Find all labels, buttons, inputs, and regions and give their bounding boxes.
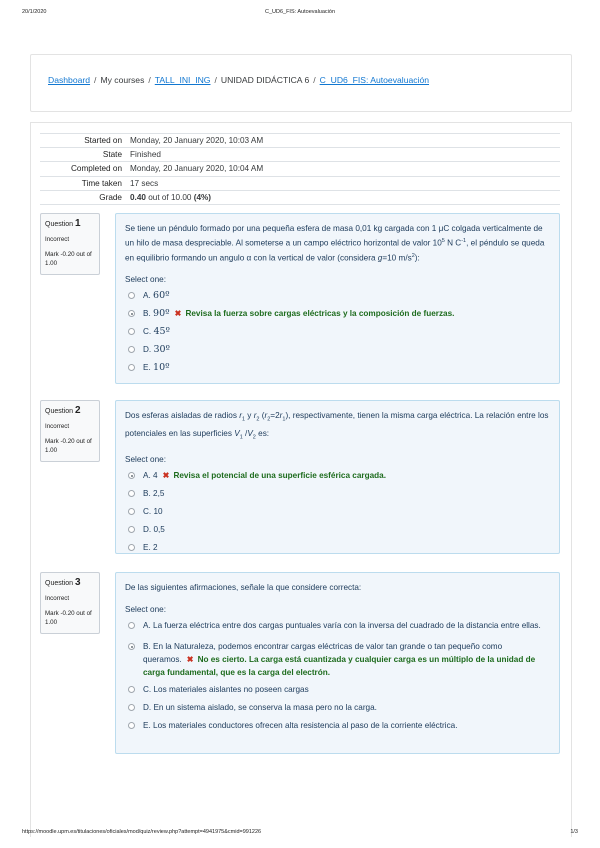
breadcrumb-card — [30, 54, 572, 112]
q1-text-part: , el péndulo se queda en equilibrio formando un angulo α con la vertical de valor (considera — [125, 238, 545, 263]
option-value: 0,5 — [153, 525, 165, 535]
q2-sub: 2 — [252, 434, 256, 441]
question-mark: Mark -0.20 out of 1.00 — [45, 438, 92, 454]
summary-row-grade — [40, 191, 560, 205]
breadcrumb-dashboard-link[interactable]: Dashboard — [48, 75, 91, 85]
attempt-summary-table — [40, 133, 560, 205]
option-letter: B. — [143, 489, 151, 499]
q1-sup: 5 — [441, 238, 445, 244]
option-letter: D. — [143, 703, 152, 712]
radio-button[interactable] — [128, 704, 135, 711]
option-letter: D. — [143, 525, 152, 535]
radio-button[interactable] — [128, 508, 135, 515]
question-number-value: 2 — [74, 405, 81, 416]
answer-option[interactable] — [125, 683, 550, 698]
option-letter: E. — [143, 363, 151, 373]
option-value: 10 — [153, 507, 163, 517]
answer-option-selected[interactable] — [125, 469, 550, 484]
question-text — [125, 409, 550, 444]
option-letter: C. — [143, 507, 152, 517]
select-one-label: Select one: — [125, 455, 166, 465]
option-feedback: Revisa la fuerza sobre cargas eléctricas y la composición de fuerzas. — [185, 309, 455, 319]
option-value: En un sistema aislado, se conserva la masa pero no la carga. — [153, 703, 377, 712]
print-title: C_UD6_FIS: Autoevaluación — [264, 9, 335, 15]
time-value: 17 secs — [130, 178, 159, 188]
question-box-2 — [115, 400, 560, 554]
answer-option-selected[interactable] — [125, 307, 550, 322]
q2-symbol: V — [234, 428, 240, 438]
option-letter: A. — [143, 621, 151, 630]
question-number — [45, 577, 95, 588]
breadcrumb-separator: / — [214, 75, 217, 85]
q2-sub: 1 — [282, 416, 286, 423]
q2-text-part: ( — [259, 411, 265, 420]
radio-button[interactable] — [128, 364, 135, 371]
question-mark: Mark -0.20 out of 1.00 — [45, 251, 92, 267]
answer-option[interactable] — [125, 505, 550, 520]
radio-button[interactable] — [128, 526, 135, 533]
radio-button-checked[interactable] — [128, 643, 135, 650]
q2-symbol: V — [247, 428, 253, 438]
answer-option[interactable] — [125, 719, 550, 734]
q2-symbol: r — [239, 411, 242, 420]
option-value: 2,5 — [153, 489, 165, 499]
state-label: State — [102, 150, 122, 160]
summary-row-completed — [40, 162, 560, 176]
option-value: Los materiales aislantes no poseen cargas — [153, 685, 309, 694]
incorrect-icon: ✖ — [162, 471, 170, 481]
q2-text-part: Dos esferas aisladas de radios — [125, 411, 240, 420]
answer-option[interactable] — [125, 541, 550, 556]
option-value: La fuerza eléctrica entre dos cargas puntuales varía con la inversa del cuadrado de la distancia entre ellas. — [153, 621, 541, 630]
q1-text-part: =10 m/s — [382, 253, 412, 263]
question-label: Question — [45, 221, 74, 228]
radio-button[interactable] — [128, 346, 135, 353]
option-value: 60º — [153, 290, 170, 302]
q1-text-part: N C — [444, 238, 462, 248]
select-one-label: Select one: — [125, 605, 166, 614]
summary-row-started — [40, 134, 560, 148]
question-state: Incorrect — [45, 423, 70, 430]
question-info-1 — [40, 213, 100, 275]
question-state: Incorrect — [45, 595, 70, 602]
q2-sub: 2 — [267, 416, 271, 423]
question-text — [125, 222, 550, 264]
option-value: 4 — [153, 471, 158, 481]
time-label: Time taken — [81, 178, 122, 188]
option-letter: D. — [143, 345, 152, 355]
radio-button[interactable] — [128, 722, 135, 729]
incorrect-icon: ✖ — [174, 309, 182, 319]
option-value: En la Naturaleza, podemos encontrar cargas eléctricas de valor tan grande o tan pequeño como queramos. — [143, 642, 503, 664]
summary-row-time — [40, 177, 560, 191]
grade-percent: (4%) — [193, 192, 212, 202]
question-label: Question — [45, 408, 74, 415]
q1-sup: -1 — [461, 238, 467, 244]
question-box-1 — [115, 213, 560, 384]
option-letter: C. — [143, 685, 152, 694]
answer-option[interactable] — [125, 343, 550, 358]
grade-out-of: out of 10.00 — [145, 192, 194, 202]
question-state: Incorrect — [45, 236, 70, 243]
q2-text-part: es: — [255, 428, 270, 438]
question-number-value: 1 — [74, 218, 81, 229]
question-number — [45, 405, 95, 416]
question-info-2 — [40, 400, 100, 462]
q2-sub: 2 — [256, 416, 260, 423]
q2-sub: 1 — [241, 416, 246, 423]
breadcrumb-my-courses[interactable]: My courses — [100, 75, 145, 85]
grade-score: 0.40 — [130, 192, 146, 202]
print-url: https://moodle.upm.es/titulaciones/oficiales/mod/quiz/review.php?attempt=4941975&cmid=991226 — [22, 829, 262, 835]
q2-symbol: r — [253, 411, 257, 420]
completed-value: Monday, 20 January 2020, 10:04 AM — [130, 164, 264, 174]
answer-option[interactable] — [125, 325, 550, 340]
option-value: 2 — [153, 543, 158, 553]
breadcrumb — [48, 75, 429, 85]
question-label: Question — [45, 580, 74, 587]
option-letter: A. — [143, 471, 151, 481]
question-text: De las siguientes afirmaciones, señale la que considere correcta: — [125, 583, 362, 592]
breadcrumb-separator: / — [148, 75, 151, 85]
print-date: 20/1/2020 — [22, 9, 47, 15]
summary-row-state — [40, 148, 560, 162]
completed-label: Completed on — [71, 164, 122, 174]
q1-sup: 2 — [411, 252, 415, 259]
option-letter: E. — [143, 543, 151, 553]
radio-button[interactable] — [128, 686, 135, 693]
option-letter: C. — [143, 327, 152, 337]
option-letter: B. — [143, 642, 151, 651]
breadcrumb-course-link[interactable]: TALL_INI_ING — [154, 75, 211, 85]
q1-text-part: ): — [414, 253, 420, 263]
q1-text-part: Se tiene un péndulo formado por una pequeña esfera de masa 0,01 kg cargada con 1 μC colgada verticalmente de un hilo de masa despreciable. Al someterse a un campo eléctrico horizontal de valor 10 — [125, 224, 543, 248]
radio-button-checked[interactable] — [128, 310, 135, 317]
breadcrumb-quiz-link[interactable]: C_UD6_FIS: Autoevaluación — [319, 75, 430, 85]
q1-g-symbol: g — [377, 253, 383, 263]
q2-text-part: / — [242, 428, 248, 438]
question-info-3 — [40, 572, 100, 634]
incorrect-icon: ✖ — [186, 655, 194, 664]
question-mark: Mark -0.20 out of 1.00 — [45, 610, 92, 626]
started-value: Monday, 20 January 2020, 10:03 AM — [130, 136, 264, 146]
radio-button[interactable] — [128, 544, 135, 551]
question-box-3 — [115, 572, 560, 754]
option-letter: E. — [143, 721, 151, 730]
answer-option[interactable] — [125, 523, 550, 538]
answer-option[interactable] — [125, 289, 550, 304]
option-value: Los materiales conductores ofrecen alta resistencia al paso de la corriente eléctrica. — [153, 721, 458, 730]
started-label: Started on — [84, 136, 122, 146]
breadcrumb-separator: / — [313, 75, 316, 85]
q2-text-part: =2 — [270, 411, 280, 420]
radio-button-checked[interactable] — [128, 472, 135, 479]
question-number-value: 3 — [74, 577, 81, 588]
option-feedback: No es cierto. La carga está cuantizada y cualquier carga es un múltiplo de la unidad de carga fundamental, que es la carga del electrón. — [143, 655, 536, 677]
state-value: Finished — [130, 150, 161, 160]
breadcrumb-unit[interactable]: UNIDAD DIDÁCTICA 6 — [220, 75, 310, 85]
radio-button[interactable] — [128, 328, 135, 335]
option-value: 45º — [153, 326, 171, 338]
option-letter: A. — [143, 291, 151, 301]
answer-option[interactable] — [125, 361, 550, 376]
q2-text-part: ), respectivamente, tienen la misma carga eléctrica. La relación entre los potenciales en las superficies — [125, 411, 549, 438]
option-feedback: Revisa el potencial de una superficie esférica cargada. — [173, 471, 386, 481]
select-one-label: Select one: — [125, 275, 166, 285]
radio-button[interactable] — [128, 490, 135, 497]
grade-label: Grade — [99, 192, 122, 202]
question-number — [45, 218, 95, 229]
q2-sub: 1 — [239, 434, 243, 441]
option-letter: B. — [143, 309, 151, 319]
grade-value — [122, 193, 211, 202]
option-value: 90º — [153, 308, 170, 320]
q2-symbol: r — [279, 411, 283, 420]
option-value: 30º — [153, 344, 171, 356]
answer-option-selected[interactable] — [125, 640, 550, 679]
breadcrumb-separator: / — [94, 75, 97, 85]
q2-symbol: r — [264, 411, 268, 420]
answer-option[interactable] — [125, 487, 550, 502]
option-value: 10º — [153, 362, 170, 374]
answer-option[interactable] — [125, 701, 550, 716]
print-page-number: 1/3 — [570, 829, 578, 835]
q2-text-part: y — [245, 411, 254, 420]
radio-button[interactable] — [128, 292, 135, 299]
radio-button[interactable] — [128, 622, 135, 629]
answer-option[interactable] — [125, 619, 550, 634]
